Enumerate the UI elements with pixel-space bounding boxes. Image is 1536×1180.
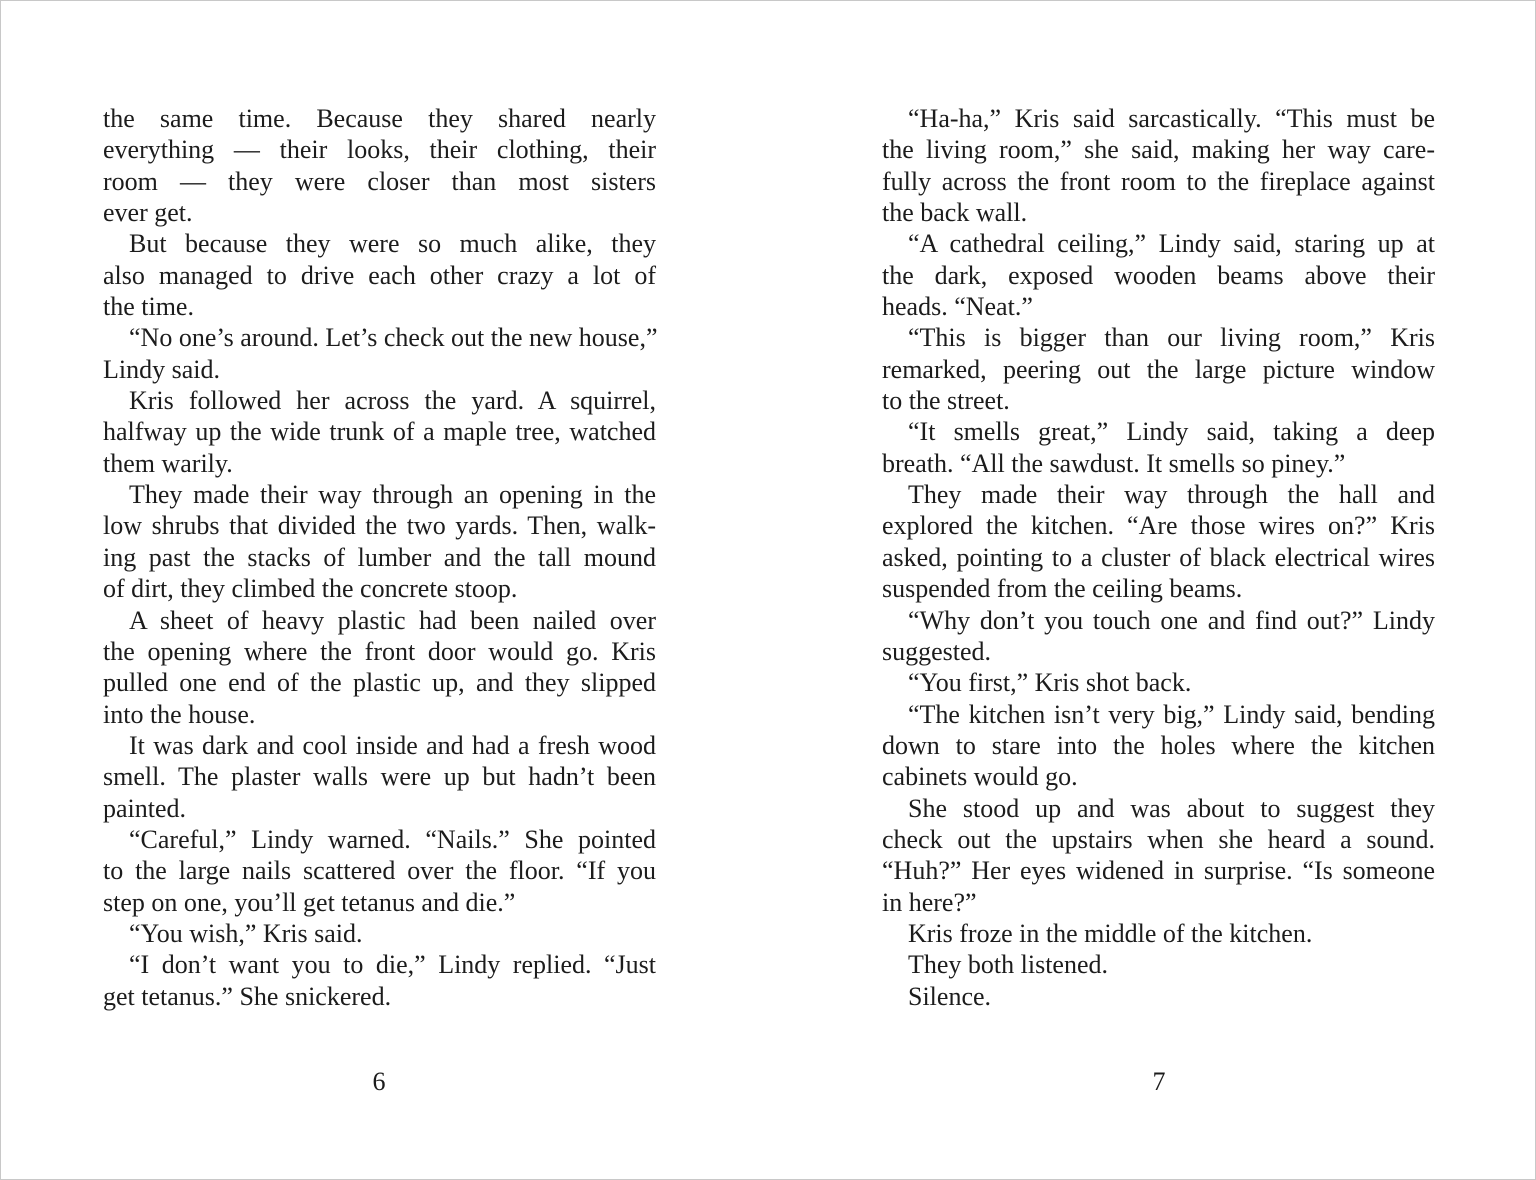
text-line: the same time. Because they shared nearly <box>103 104 656 133</box>
text-line: They made their way through the hall and <box>908 480 1435 510</box>
text-line: A sheet of heavy plastic had been nailed over <box>129 605 656 635</box>
text-line: Silence. <box>908 981 992 1011</box>
text-line: low shrubs that divided the two yards. Then, walk- <box>103 511 656 541</box>
text-line: “This is bigger than our living room,” Kris <box>908 323 1435 353</box>
text-line: the back wall. <box>882 198 1028 228</box>
text-line: down to stare into the holes where the kitchen <box>882 730 1435 760</box>
text-line: Kris froze in the middle of the kitchen. <box>908 918 1313 948</box>
text-line: “You wish,” Kris said. <box>129 918 363 948</box>
text-line: them warily. <box>103 448 233 478</box>
text-line: explored the kitchen. “Are those wires on?” Kris <box>882 511 1435 541</box>
page-number-left: 6 <box>372 1067 386 1096</box>
text-line: It was dark and cool inside and had a fresh wood <box>129 730 656 760</box>
text-line: halfway up the wide trunk of a maple tree, watched <box>103 417 656 447</box>
text-line: in here?” <box>882 887 977 917</box>
text-line: fully across the front room to the fireplace against <box>882 166 1435 196</box>
text-line: “You first,” Kris shot back. <box>908 668 1192 698</box>
text-line: “Huh?” Her eyes widened in surprise. “Is someone <box>882 856 1435 886</box>
text-line: step on one, you’ll get tetanus and die.” <box>103 887 516 917</box>
text-line: “It smells great,” Lindy said, taking a deep <box>908 417 1435 447</box>
page-number-right: 7 <box>1152 1067 1166 1096</box>
text-line: Lindy said. <box>103 354 220 384</box>
text-line: They made their way through an opening in the <box>129 480 656 510</box>
text-line: to the street. <box>882 386 1010 416</box>
text-line: Kris followed her across the yard. A squirrel, <box>129 386 656 416</box>
text-line: pulled one end of the plastic up, and they slipped <box>103 668 656 698</box>
text-line: She stood up and was about to suggest they <box>908 793 1435 823</box>
left-page-text <box>103 103 656 1012</box>
text-line: asked, pointing to a cluster of black electrical wires <box>882 542 1435 572</box>
text-line: to the large nails scattered over the floor. “If you <box>103 856 656 886</box>
text-line: “No one’s around. Let’s check out the new house,” <box>129 323 658 353</box>
text-line: “Careful,” Lindy warned. “Nails.” She pointed <box>129 824 656 854</box>
text-line: the dark, exposed wooden beams above their <box>882 260 1435 290</box>
text-line: ever get. <box>103 198 193 228</box>
text-line: smell. The plaster walls were up but hadn’t been <box>103 762 656 792</box>
text-line: the time. <box>103 292 194 322</box>
text-line: room — they were closer than most sisters <box>103 166 656 196</box>
text-line: “Ha-ha,” Kris said sarcastically. “This must be <box>908 104 1435 133</box>
text-line: “A cathedral ceiling,” Lindy said, staring up at <box>908 229 1435 259</box>
text-line: “Why don’t you touch one and find out?” Lindy <box>908 605 1435 635</box>
right-page-text <box>882 103 1435 1012</box>
text-line: “I don’t want you to die,” Lindy replied. “Just <box>129 950 656 980</box>
text-line: everything — their looks, their clothing, their <box>103 135 656 165</box>
text-line: the opening where the front door would go. Kris <box>103 636 656 666</box>
text-line: suspended from the ceiling beams. <box>882 574 1243 604</box>
text-line: “The kitchen isn’t very big,” Lindy said, bending <box>908 699 1435 729</box>
text-line: suggested. <box>882 636 992 666</box>
text-line: remarked, peering out the large picture window <box>882 354 1435 384</box>
text-line: heads. “Neat.” <box>882 292 1033 322</box>
text-line: breath. “All the sawdust. It smells so piney.” <box>882 448 1346 478</box>
text-line: check out the upstairs when she heard a sound. <box>882 824 1435 854</box>
text-line: painted. <box>103 793 187 823</box>
text-line: But because they were so much alike, they <box>129 229 656 259</box>
text-line: of dirt, they climbed the concrete stoop. <box>103 574 518 604</box>
text-line: the living room,” she said, making her way care- <box>882 135 1435 165</box>
text-line: They both listened. <box>908 950 1109 980</box>
text-line: cabinets would go. <box>882 762 1078 792</box>
text-line: get tetanus.” She snickered. <box>103 981 392 1011</box>
text-line: into the house. <box>103 699 256 729</box>
text-line: ing past the stacks of lumber and the tall mound <box>103 542 656 572</box>
text-line: also managed to drive each other crazy a lot of <box>103 260 656 290</box>
